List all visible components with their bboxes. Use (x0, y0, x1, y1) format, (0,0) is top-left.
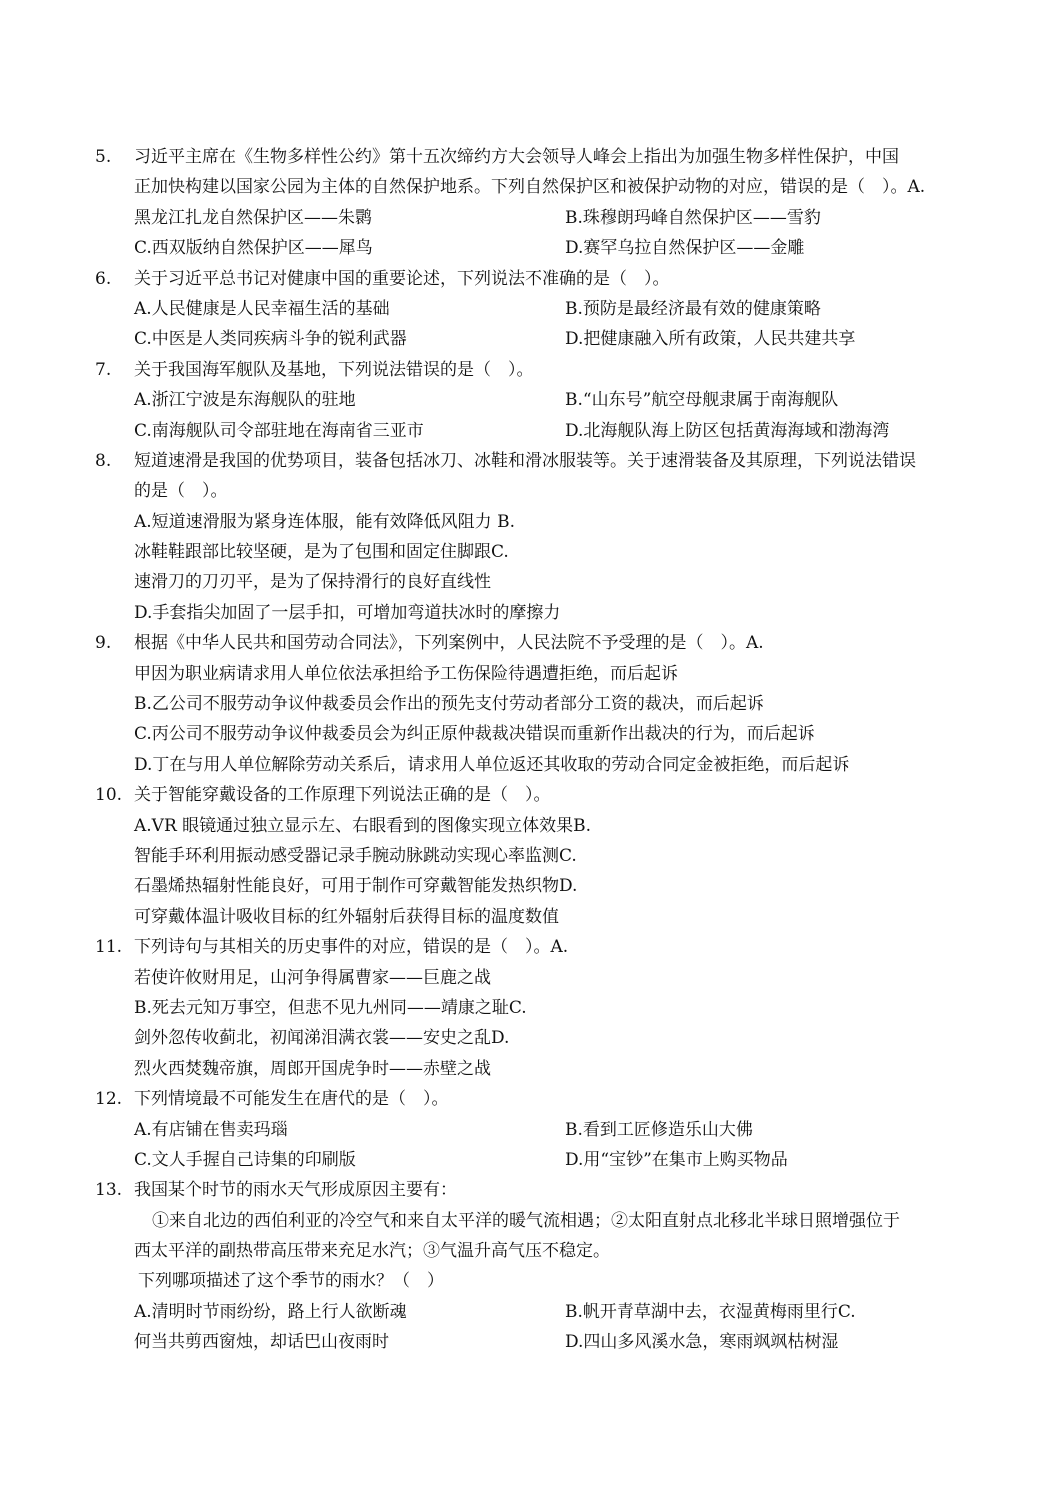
question-stem: 关于智能穿戴设备的工作原理下列说法正确的是（ ）。 (134, 785, 551, 806)
option-c: C.西双版纳自然保护区——犀鸟 (134, 238, 373, 259)
exam-page (0, 142, 1059, 1358)
question-5-options-cd (0, 233, 1059, 263)
option-b: 冰鞋鞋跟部比较坚硬，是为了包围和固定住脚跟C. (134, 542, 509, 563)
question-12-line-1 (0, 1084, 1059, 1114)
option-d: D.用“宝钞”在集市上购买物品 (565, 1149, 788, 1170)
question-number: 9. (95, 633, 112, 654)
question-number: 7. (95, 359, 112, 380)
question-stem-cont: 下列哪项描述了这个季节的雨水？（ ） (138, 1271, 444, 1292)
question-6-options-ab (0, 294, 1059, 324)
question-stem: 下列情境最不可能发生在唐代的是（ ）。 (134, 1089, 449, 1110)
question-stem-cont: ①来自北边的西伯利亚的冷空气和来自太平洋的暖气流相遇；②太阳直射点北移北半球日照增强位于 (152, 1210, 900, 1231)
option-c: 剑外忽传收蓟北，初闻涕泪满衣裳——安史之乱D. (134, 1028, 510, 1049)
question-9-line-2 (0, 659, 1059, 689)
option-a: A.清明时节雨纷纷，路上行人欲断魂 (134, 1301, 407, 1322)
question-12-options-ab (0, 1115, 1059, 1145)
option-d: D.手套指尖加固了一层手扣，可增加弯道扶冰时的摩擦力 (134, 602, 561, 623)
question-13-options-cd (0, 1327, 1059, 1357)
question-7-options-cd (0, 416, 1059, 446)
option-b: B.死去元知万事空，但悲不见九州同——靖康之耻C. (134, 997, 527, 1018)
question-10-line-2 (0, 811, 1059, 841)
question-number: 13. (95, 1180, 123, 1201)
question-5-line-2 (0, 172, 1059, 202)
option-d: D.丁在与用人单位解除劳动关系后，请求用人单位返还其收取的劳动合同定金被拒绝，而后起诉 (134, 754, 850, 775)
question-11-line-4 (0, 1023, 1059, 1053)
question-number: 10. (95, 785, 123, 806)
question-10-line-1 (0, 780, 1059, 810)
option-a: 若使许攸财用足，山河争得属曹家——巨鹿之战 (134, 967, 491, 988)
question-10-line-3 (0, 841, 1059, 871)
option-b: B.“山东号”航空母舰隶属于南海舰队 (565, 390, 839, 411)
question-number: 8. (95, 450, 112, 471)
question-stem: 关于我国海军舰队及基地，下列说法错误的是（ ）。 (134, 359, 534, 380)
question-stem: 习近平主席在《生物多样性公约》第十五次缔约方大会领导人峰会上指出为加强生物多样性保护，中国 (134, 147, 899, 167)
question-11-line-2 (0, 963, 1059, 993)
option-b: B.珠穆朗玛峰自然保护区——雪豹 (565, 207, 821, 228)
question-9-line-4 (0, 719, 1059, 749)
question-9-line-3 (0, 689, 1059, 719)
question-11-line-3 (0, 993, 1059, 1023)
question-number: 6. (95, 268, 112, 289)
question-5-options-ab (0, 203, 1059, 233)
question-8-line-5 (0, 567, 1059, 597)
question-number: 12. (95, 1089, 123, 1110)
option-d: 烈火西焚魏帝旗，周郎开国虎争时——赤壁之战 (134, 1058, 491, 1079)
question-13-line-1 (0, 1175, 1059, 1205)
option-c: 何当共剪西窗烛，却话巴山夜雨时 (134, 1332, 389, 1353)
question-number: 11. (95, 937, 123, 958)
option-b: B.看到工匠修造乐山大佛 (565, 1119, 753, 1140)
question-8-line-3 (0, 507, 1059, 537)
question-6-line-1 (0, 264, 1059, 294)
question-10-line-5 (0, 902, 1059, 932)
option-c: C.南海舰队司令部驻地在海南省三亚市 (134, 420, 424, 441)
question-stem-cont: 的是（ ）。 (134, 481, 228, 502)
option-a: 黑龙江扎龙自然保护区——朱鹮 (134, 207, 372, 228)
option-c: 速滑刀的刀刃平，是为了保持滑行的良好直线性 (134, 572, 491, 593)
option-c: C.中医是人类同疾病斗争的锐利武器 (134, 329, 407, 350)
option-c: 石墨烯热辐射性能良好，可用于制作可穿戴智能发热织物D. (134, 876, 578, 897)
question-13-line-2 (0, 1206, 1059, 1236)
option-d: D.赛罕乌拉自然保护区——金雕 (565, 238, 805, 259)
option-d: D.北海舰队海上防区包括黄海海域和渤海湾 (565, 420, 890, 441)
question-9-line-1 (0, 628, 1059, 658)
question-stem: 我国某个时节的雨水天气形成原因主要有： (134, 1180, 457, 1201)
option-c: C.丙公司不服劳动争议仲裁委员会为纠正原仲裁裁决错误而重新作出裁决的行为，而后起诉 (134, 724, 815, 745)
option-c: C.文人手握自己诗集的印刷版 (134, 1149, 356, 1170)
question-9-line-5 (0, 750, 1059, 780)
question-8-line-6 (0, 598, 1059, 628)
question-stem-cont: 西太平洋的副热带高压带来充足水汽；③气温升高气压不稳定。 (134, 1241, 610, 1262)
question-8-line-2 (0, 476, 1059, 506)
question-11-line-5 (0, 1054, 1059, 1084)
option-a: A.短道速滑服为紧身连体服，能有效降低风阻力 B. (134, 511, 515, 532)
question-8-line-1 (0, 446, 1059, 476)
option-a: A.有店铺在售卖玛瑙 (134, 1119, 288, 1140)
question-stem: 关于习近平总书记对健康中国的重要论述，下列说法不准确的是（ ）。 (134, 268, 670, 289)
option-a: A.VR 眼镜通过独立显示左、右眼看到的图像实现立体效果B. (134, 815, 592, 836)
question-13-options-ab (0, 1297, 1059, 1327)
question-7-options-ab (0, 385, 1059, 415)
question-13-line-4 (0, 1266, 1059, 1296)
question-number: 5. (95, 147, 112, 167)
option-d: 可穿戴体温计吸收目标的红外辐射后获得目标的温度数值 (134, 906, 559, 927)
question-13-line-3 (0, 1236, 1059, 1266)
option-a: A.人民健康是人民幸福生活的基础 (134, 298, 390, 319)
question-stem-cont: 正加快构建以国家公园为主体的自然保护地系。下列自然保护区和被保护动物的对应，错误的是（ ）。A. (134, 177, 926, 198)
option-b: B.预防是最经济最有效的健康策略 (565, 298, 821, 319)
option-d: D.把健康融入所有政策，人民共建共享 (565, 329, 856, 350)
question-12-options-cd (0, 1145, 1059, 1175)
option-b: B.帆开青草湖中去，衣湿黄梅雨里行C. (565, 1301, 856, 1322)
option-a: 甲因为职业病请求用人单位依法承担给予工伤保险待遇遭拒绝，而后起诉 (134, 663, 678, 684)
question-5-line-1 (0, 142, 1059, 172)
question-7-line-1 (0, 355, 1059, 385)
question-stem: 下列诗句与其相关的历史事件的对应，错误的是（ ）。A. (134, 937, 569, 958)
question-6-options-cd (0, 324, 1059, 354)
question-11-line-1 (0, 932, 1059, 962)
option-b: 智能手环利用振动感受器记录手腕动脉跳动实现心率监测C. (134, 845, 577, 866)
option-b: B.乙公司不服劳动争议仲裁委员会作出的预先支付劳动者部分工资的裁决，而后起诉 (134, 694, 764, 715)
question-stem: 根据《中华人民共和国劳动合同法》，下列案例中，人民法院不予受理的是（ ）。A. (134, 633, 764, 654)
option-a: A.浙江宁波是东海舰队的驻地 (134, 390, 356, 411)
question-10-line-4 (0, 871, 1059, 901)
option-d: D.四山多风溪水急，寒雨飒飒枯树湿 (565, 1332, 839, 1353)
question-8-line-4 (0, 537, 1059, 567)
question-stem: 短道速滑是我国的优势项目，装备包括冰刀、冰鞋和滑冰服装等。关于速滑装备及其原理，下列说法错误 (134, 450, 916, 471)
